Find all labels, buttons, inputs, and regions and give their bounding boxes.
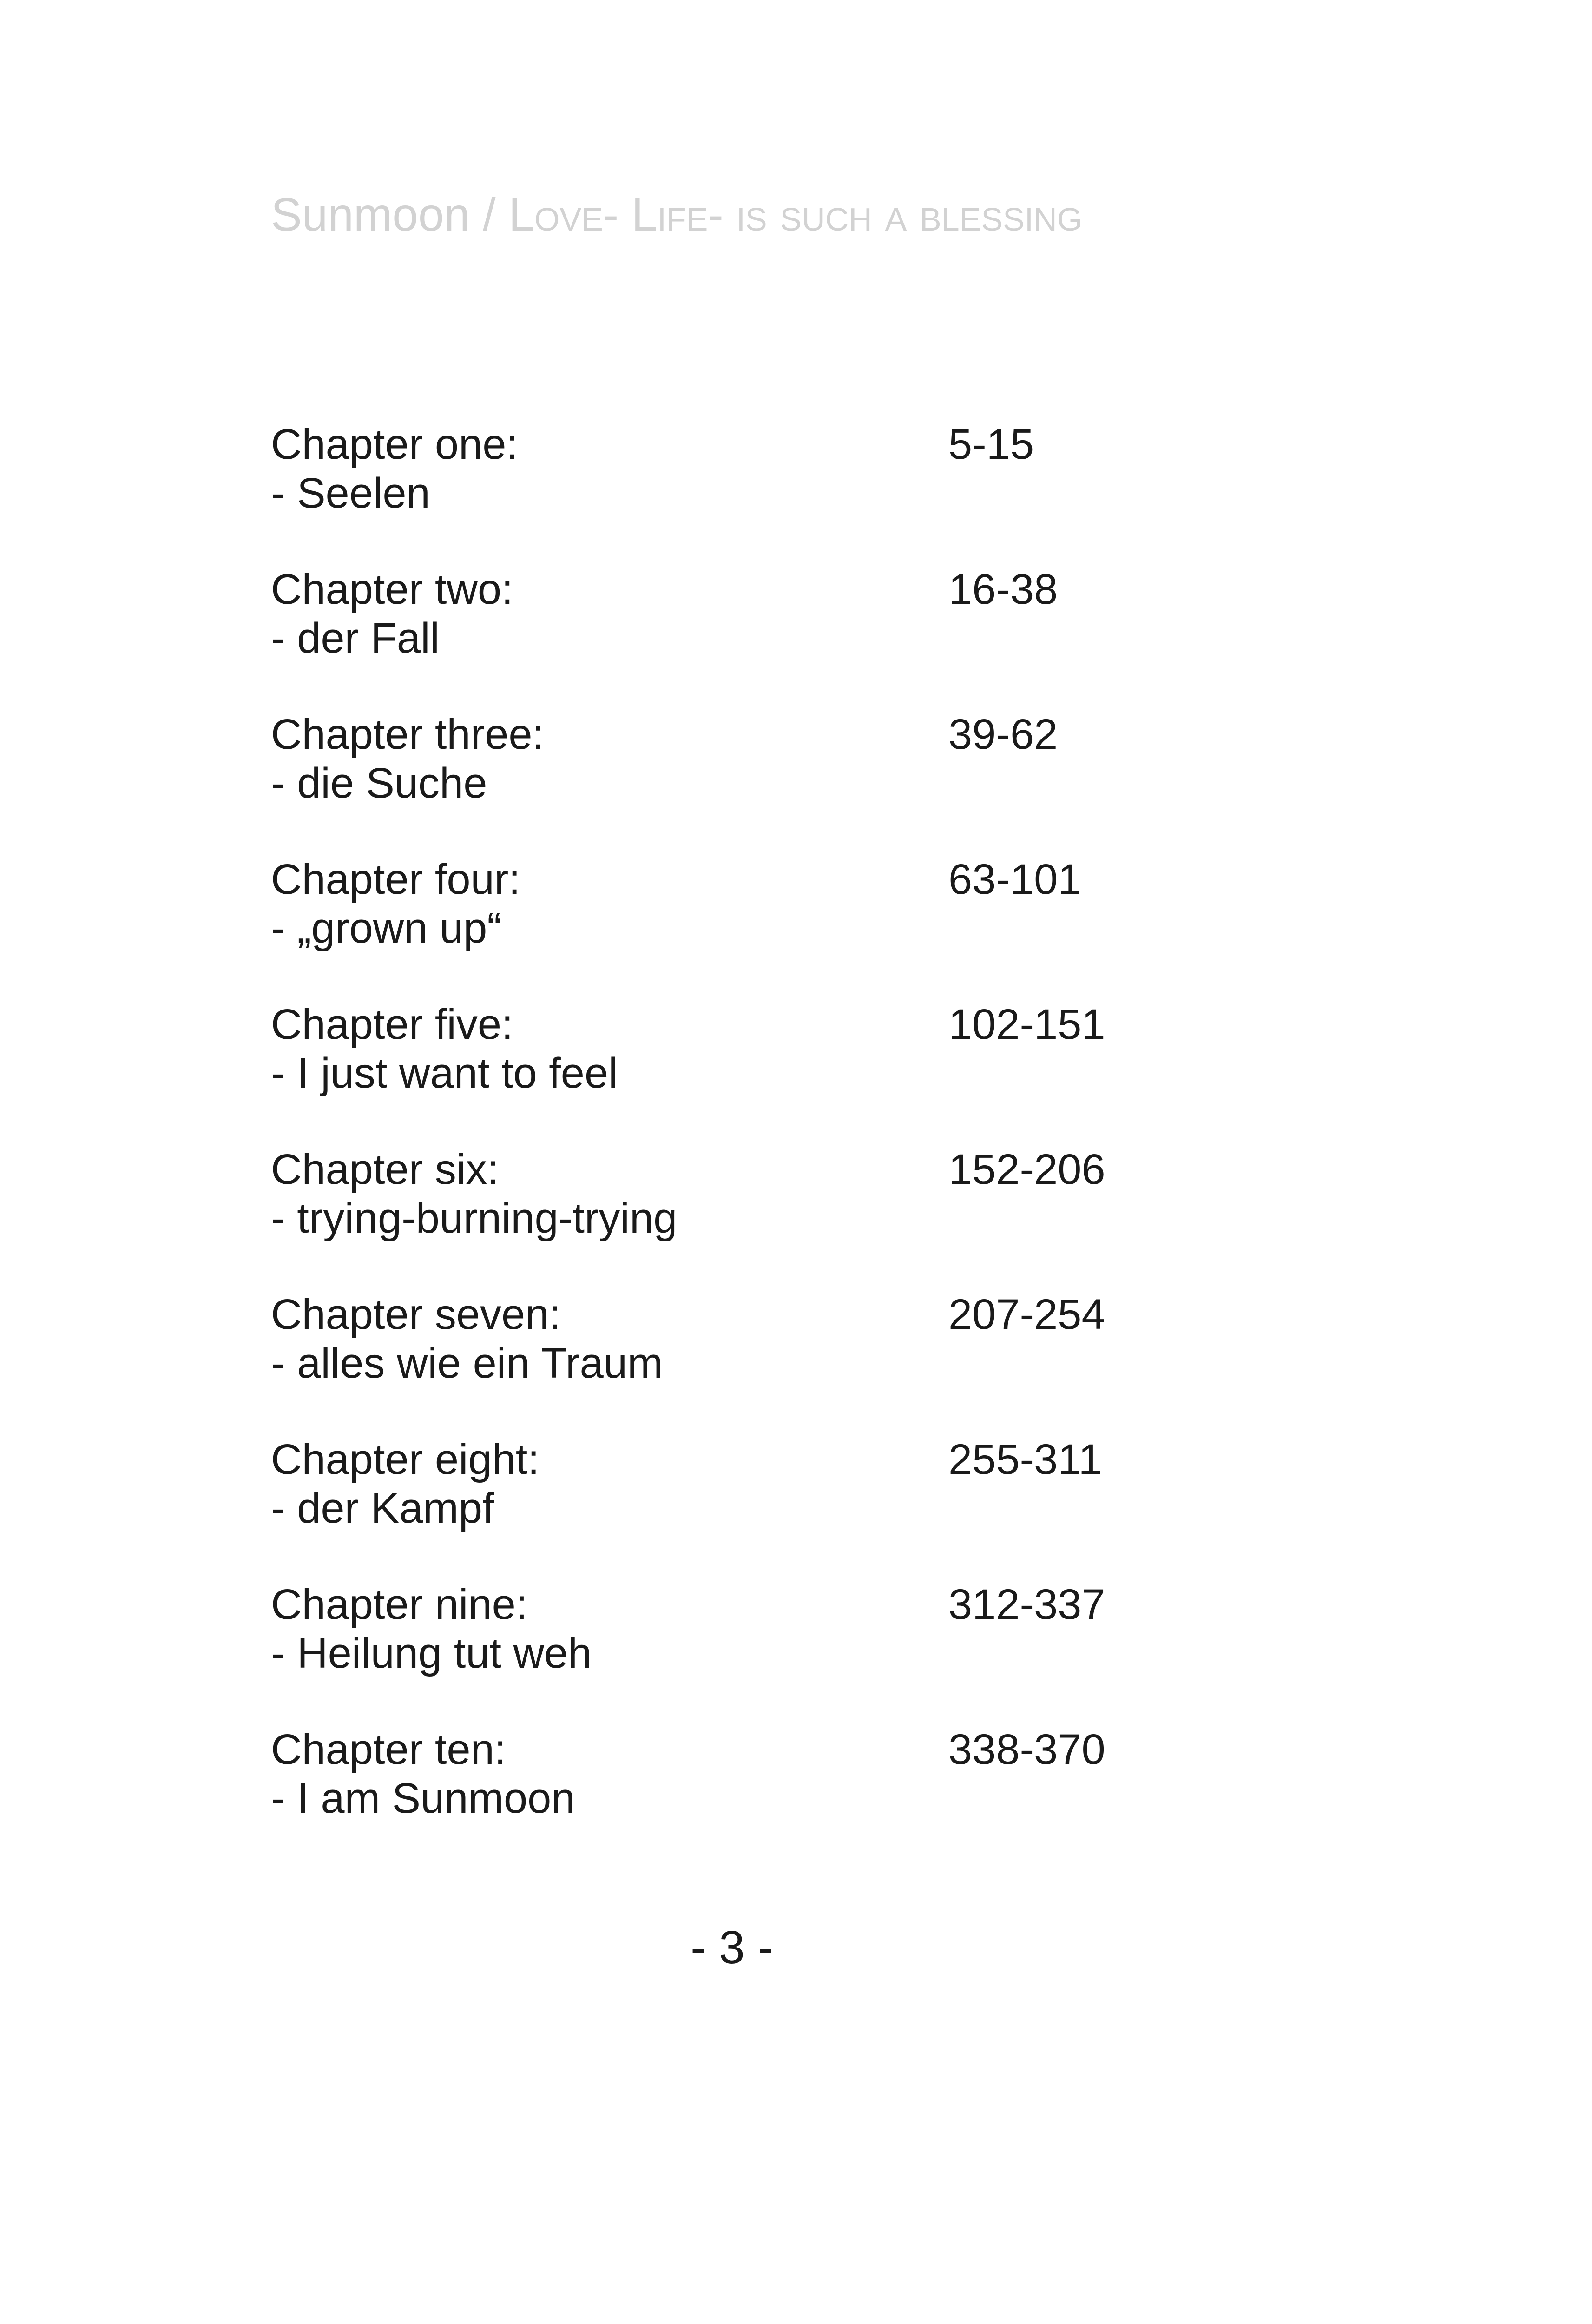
toc-chapter-label: Chapter two: xyxy=(271,566,513,613)
toc-entry xyxy=(271,420,1200,565)
toc-entry xyxy=(271,710,1200,855)
toc-entry xyxy=(271,1290,1200,1435)
toc-page-range: 102-151 xyxy=(948,1001,1105,1048)
toc-entry xyxy=(271,1580,1200,1725)
toc-entry xyxy=(271,1000,1200,1145)
toc-page-range: 152-206 xyxy=(948,1146,1105,1193)
toc-entry xyxy=(271,1435,1200,1580)
page-number: - 3 - xyxy=(691,1921,773,1974)
toc-chapter-subtitle: - der Fall xyxy=(271,614,440,662)
toc-page-range: 255-311 xyxy=(948,1436,1102,1483)
toc-chapter-subtitle: - die Suche xyxy=(271,759,487,807)
toc-entry xyxy=(271,565,1200,710)
running-header xyxy=(271,189,1083,241)
header-author: Sunmoon xyxy=(271,189,470,241)
toc-chapter-subtitle: - I just want to feel xyxy=(271,1050,618,1097)
toc-chapter-label: Chapter four: xyxy=(271,856,520,903)
toc-entry xyxy=(271,855,1200,1000)
toc-entry xyxy=(271,1145,1200,1290)
header-separator: / xyxy=(470,189,509,241)
toc-page-range: 39-62 xyxy=(948,711,1058,758)
table-of-contents xyxy=(271,420,1200,1870)
toc-page-range: 207-254 xyxy=(948,1291,1105,1338)
toc-chapter-label: Chapter nine: xyxy=(271,1581,528,1628)
toc-page-range: 5-15 xyxy=(948,421,1034,468)
header-title-part1: Love- Life- xyxy=(508,189,724,241)
toc-chapter-subtitle: - I am Sunmoon xyxy=(271,1775,575,1822)
toc-chapter-subtitle: - der Kampf xyxy=(271,1485,494,1532)
toc-chapter-subtitle: - Heilung tut weh xyxy=(271,1630,592,1677)
toc-chapter-label: Chapter eight: xyxy=(271,1436,539,1483)
toc-page-range: 312-337 xyxy=(948,1581,1105,1628)
toc-page-range: 338-370 xyxy=(948,1726,1105,1773)
toc-chapter-label: Chapter seven: xyxy=(271,1291,561,1338)
toc-chapter-label: Chapter one: xyxy=(271,421,518,468)
toc-chapter-subtitle: - „grown up“ xyxy=(271,905,501,952)
toc-page-range: 63-101 xyxy=(948,856,1082,903)
toc-page-range: 16-38 xyxy=(948,566,1058,613)
toc-chapter-label: Chapter six: xyxy=(271,1146,499,1193)
toc-chapter-label: Chapter three: xyxy=(271,711,545,758)
header-title-part2: is such a blessing xyxy=(723,189,1083,241)
toc-chapter-label: Chapter ten: xyxy=(271,1726,507,1773)
toc-chapter-subtitle: - Seelen xyxy=(271,469,430,517)
toc-chapter-subtitle: - alles wie ein Traum xyxy=(271,1340,663,1387)
toc-chapter-subtitle: - trying-burning-trying xyxy=(271,1195,678,1242)
toc-chapter-label: Chapter five: xyxy=(271,1001,513,1048)
toc-entry xyxy=(271,1725,1200,1870)
